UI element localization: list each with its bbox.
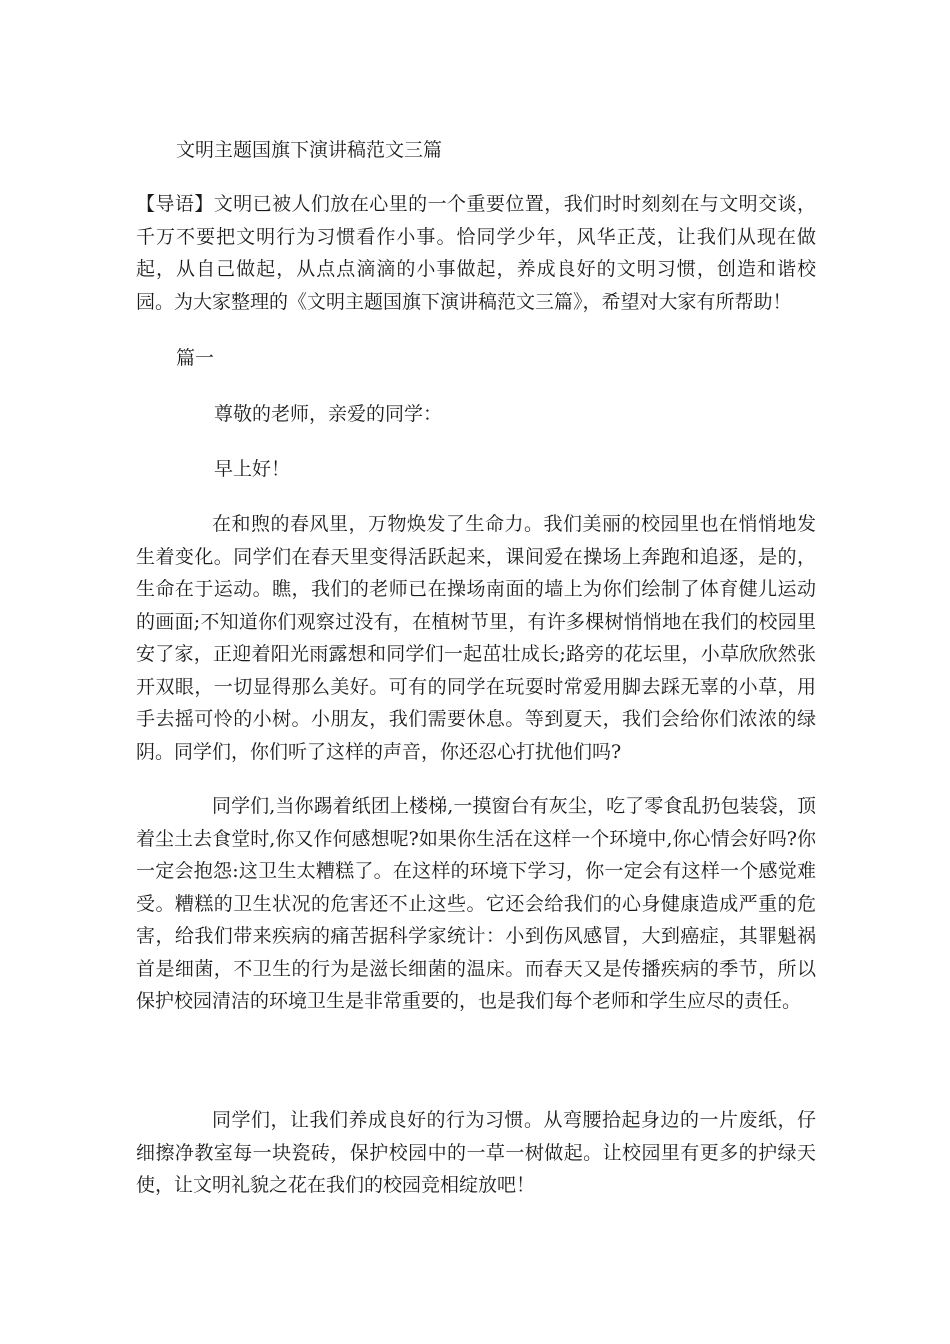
salutation: 尊敬的老师，亲爱的同学： <box>214 403 443 425</box>
body-paragraph: 同学们,当你踢着纸团上楼梯,一摸窗台有灰尘，吃了零食乱扔包装袋，顶着尘土去食堂时,你又作何感想呢?如果你生活在这样一个环境中,你心情会好吗?你一定会抱怨:这卫生太糟糕了。在这样的环境下学习，你一定会有这样一个感觉难受。糟糕的卫生状况的危害还不止这些。它还会给我们的心身健康造成严重的危害，给我们带来疾病的痛苦据科学家统计：小到伤风感冒，大到癌症，其罪魁祸首是细菌，不卫生的行为是滋长细菌的温床。而春天又是传播疾病的季节，所以保护校园清洁的环境卫生是非常重要的，也是我们每个老师和学生应尽的责任。 <box>136 795 816 1012</box>
section-heading: 篇一 <box>176 347 215 369</box>
greeting: 早上好！ <box>214 458 291 480</box>
intro-paragraph: 【导语】文明已被人们放在心里的一个重要位置，我们时时刻刻在与文明交谈，千万不要把文明行为习惯看作小事。恰同学少年，风华正茂，让我们从现在做起，从自己做起，从点点滴滴的小事做起，养成良好的文明习惯，创造和谐校园。为大家整理的《文明主题国旗下演讲稿范文三篇》，希望对大家有所帮助！ <box>136 193 816 313</box>
document-title: 文明主题国旗下演讲稿范文三篇 <box>176 139 443 161</box>
body-paragraph: 同学们，让我们养成良好的行为习惯。从弯腰拾起身边的一片废纸，仔细擦净教室每一块瓷砖，保护校园中的一草一树做起。让校园里有更多的护绿天使，让文明礼貌之花在我们的校园竞相绽放吧！ <box>136 1109 816 1196</box>
body-paragraph: 在和煦的春风里，万物焕发了生命力。我们美丽的校园里也在悄悄地发生着变化。同学们在春天里变得活跃起来，课间爱在操场上奔跑和追逐，是的，生命在于运动。瞧，我们的老师已在操场南面的墙上为你们绘制了体育健儿运动的画面;不知道你们观察过没有，在植树节里，有许多棵树悄悄地在我们的校园里安了家，正迎着阳光雨露想和同学们一起茁壮成长;路旁的花坛里，小草欣欣然张开双眼，一切显得那么美好。可有的同学在玩耍时常爱用脚去踩无辜的小草，用手去摇可怜的小树。小朋友，我们需要休息。等到夏天，我们会给你们浓浓的绿阴。同学们，你们听了这样的声音，你还忍心打扰他们吗? <box>136 513 816 763</box>
